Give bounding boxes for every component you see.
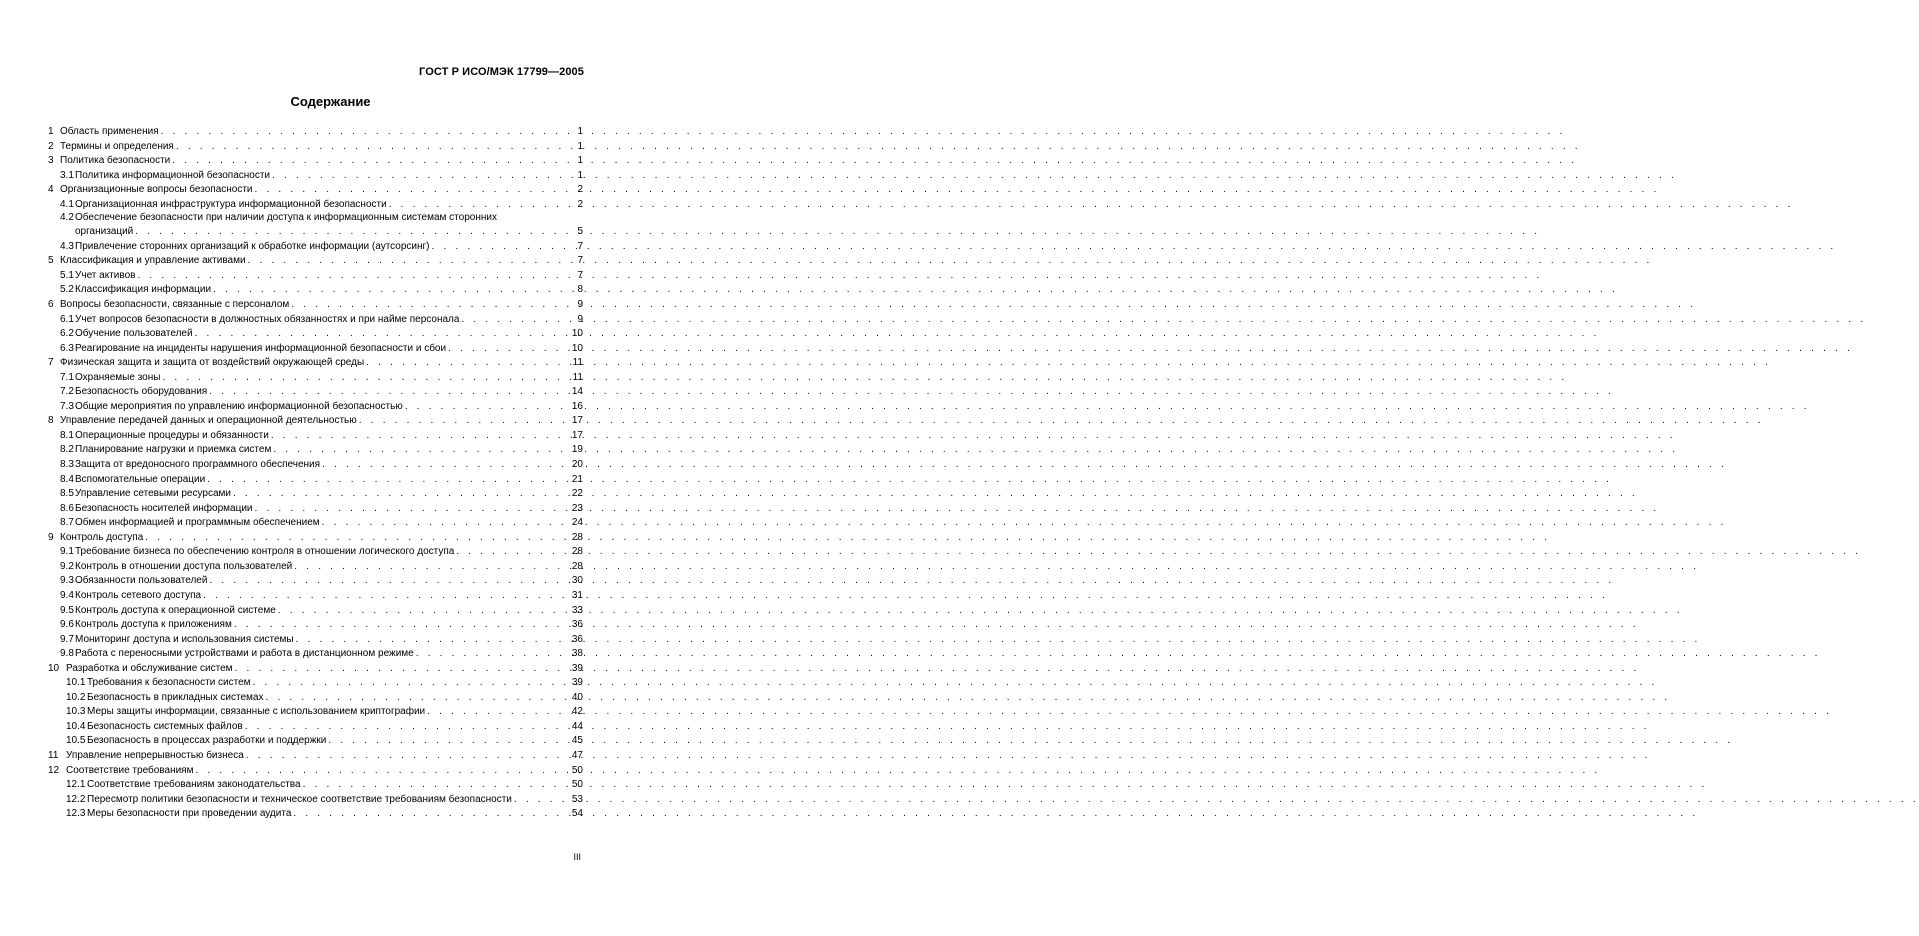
toc-entry-title: Политика информационной безопасности: [75, 169, 271, 181]
toc-leader-dots: [213, 283, 575, 298]
toc-entry-title: Контроль сетевого доступа: [75, 589, 202, 601]
toc-leader-dots: [234, 618, 570, 633]
toc-leader-dots: [161, 125, 576, 140]
toc-entry[interactable]: [48, 502, 583, 517]
toc-leader-dots: [293, 807, 569, 822]
toc-entry-page: 11: [572, 371, 583, 383]
toc-entry-page: 21: [571, 473, 583, 485]
toc-entry[interactable]: [48, 240, 583, 255]
toc-entry-number: 8.4: [60, 473, 74, 485]
toc-entry-number: 6.3: [60, 342, 74, 354]
toc-entry-page: 20: [571, 459, 583, 471]
toc-entry-number: 7.2: [60, 386, 74, 398]
toc-entry-page: 2: [577, 198, 583, 210]
toc-entry-page: 5: [577, 226, 583, 238]
toc-entry-title: Вспомогательные операции: [75, 473, 206, 485]
toc-entry-title: Обязанности пользователей: [75, 575, 208, 587]
toc-entry-page: 7: [577, 269, 583, 281]
toc-entry-title: Управление непрерывностью бизнеса: [66, 749, 244, 761]
toc-entry-number: 10.3: [66, 706, 86, 718]
toc-leader-dots: [233, 487, 570, 502]
toc-leader-dots: [246, 749, 570, 764]
toc-entry-number: 9.8: [60, 648, 74, 660]
toc-entry-page: 7: [577, 240, 583, 252]
toc-entry[interactable]: [48, 429, 583, 444]
toc-title: Содержание: [290, 94, 371, 109]
toc-entry-page: 36: [571, 633, 583, 645]
toc-entry-number: 10.1: [66, 677, 86, 689]
toc-entry-page: 1: [577, 155, 583, 167]
toc-entry-page: 30: [571, 575, 583, 587]
toc-entry-title: организаций: [75, 226, 134, 238]
toc-entry-title: Безопасность оборудования: [75, 386, 208, 398]
toc-entry-title: Операционные процедуры и обязанности: [75, 429, 269, 441]
toc-entry[interactable]: [48, 169, 583, 184]
toc-entry-number: 10.2: [66, 691, 86, 703]
toc-entry-page: 38: [571, 648, 583, 660]
toc-leader-dots: [245, 720, 570, 735]
toc-entry-title: Управление передачей данных и операционной деятельностью: [60, 415, 357, 427]
toc-entry-page: 1: [577, 140, 583, 152]
toc-entry-number: 1: [48, 126, 54, 137]
toc-entry-page: 23: [571, 502, 583, 514]
toc-entry-page: 50: [571, 764, 583, 776]
toc-entry-title: Привлечение сторонних организаций к обработке информации (аутсорсинг): [75, 240, 430, 252]
toc-entry-title: Классификация информации: [75, 284, 212, 296]
toc-entry[interactable]: [48, 749, 583, 764]
toc-entry-page: 36: [571, 619, 583, 631]
toc-entry-title: Область применения: [60, 126, 159, 137]
toc-entry[interactable]: [48, 414, 583, 429]
toc-entry-title: Политика безопасности: [60, 155, 171, 167]
toc-leader-dots: [322, 458, 570, 473]
toc-entry[interactable]: [48, 298, 583, 313]
toc-entry[interactable]: [48, 662, 583, 677]
toc-leader-dots: [273, 443, 570, 458]
toc-entry-page: 50: [571, 779, 583, 791]
toc-entry-page: 44: [571, 720, 583, 732]
toc-leader-dots: [209, 574, 569, 589]
toc-entry-title: Безопасность носителей информации: [75, 502, 253, 514]
toc-entry-number: 12.1: [66, 779, 86, 791]
toc-entry-page: 22: [571, 488, 583, 500]
toc-entry-page: 28: [571, 531, 583, 543]
toc-leader-dots: [278, 604, 570, 619]
toc-entry-title: Контроль в отношении доступа пользователей: [75, 560, 293, 572]
toc-entry-title: Контроль доступа к приложениям: [75, 619, 232, 631]
toc-entry[interactable]: [48, 342, 583, 357]
toc-entry-number: 9.1: [60, 546, 74, 558]
toc-entry-page: 54: [571, 808, 583, 820]
toc-entry-page: 10: [571, 328, 583, 340]
toc-entry[interactable]: [48, 283, 583, 298]
toc-entry-page: 19: [571, 444, 583, 456]
toc-leader-dots: [405, 400, 570, 415]
toc-entry[interactable]: [48, 633, 583, 648]
toc-entry-page: 47: [571, 749, 583, 761]
toc-entry-title: Вопросы безопасности, связанные с персоналом: [60, 299, 290, 311]
toc-leader-dots: [172, 154, 575, 169]
toc-entry-title: Соответствие требованиям: [66, 764, 194, 776]
toc-leader-dots: [135, 225, 575, 240]
toc-entry-page: 1: [577, 126, 583, 137]
toc-entry[interactable]: [48, 487, 583, 502]
toc-entry-title: Защита от вредоносного программного обеспечения: [75, 459, 321, 471]
toc-entry-title: Контроль доступа: [60, 531, 144, 543]
toc-entry-number: 9.5: [60, 604, 74, 616]
toc-entry-title: Меры защиты информации, связанные с использованием криптографии: [87, 706, 426, 718]
toc-entry-title: Обучение пользователей: [75, 328, 193, 340]
standard-code-header: ГОСТ Р ИСО/МЭК 17799—2005: [419, 66, 584, 78]
toc-entry-title: Обеспечение безопасности при наличии доступа к информационным системам сторонних: [75, 211, 497, 223]
toc-entry-number: 6: [48, 299, 54, 311]
toc-entry-title: Планирование нагрузки и приемка систем: [75, 444, 272, 456]
toc-entry-title: Требования к безопасности систем: [87, 677, 251, 689]
toc-entry-title: Меры безопасности при проведении аудита: [87, 808, 292, 820]
toc-entry-page: 53: [571, 793, 583, 805]
toc-leader-dots: [195, 764, 569, 779]
toc-leader-dots: [359, 414, 570, 429]
toc-leader-dots: [209, 385, 570, 400]
toc-leader-dots: [294, 560, 570, 575]
toc-entry-page: 2: [577, 184, 583, 196]
toc-leader-dots: [296, 633, 570, 648]
toc-entry[interactable]: [48, 516, 583, 531]
toc-entry[interactable]: [48, 778, 583, 793]
toc-entry-number: 5.2: [60, 284, 74, 296]
toc-leader-dots: [137, 269, 575, 284]
toc-entry[interactable]: [48, 647, 583, 662]
toc-entry-number: 5: [48, 255, 54, 267]
toc-entry[interactable]: [48, 618, 583, 633]
toc-leader-dots: [271, 429, 570, 444]
toc-entry[interactable]: [48, 734, 583, 749]
toc-entry-number: 10: [48, 662, 60, 674]
toc-entry-title: Соответствие требованиям законодательства: [87, 779, 301, 791]
toc-entry[interactable]: [48, 458, 583, 473]
toc-entry-number: 12: [48, 764, 60, 776]
toc-entry-number: 9: [48, 531, 54, 543]
toc-leader-dots: [432, 240, 576, 255]
toc-entry-number: 9.7: [60, 633, 74, 645]
toc-leader-dots: [145, 531, 570, 546]
toc-entry-page: 17: [571, 429, 583, 441]
toc-entry-number: 8.5: [60, 488, 74, 500]
toc-entry-number: 7.3: [60, 400, 74, 412]
toc-leader-dots: [235, 662, 570, 677]
toc-entry-number: 4.3: [60, 240, 74, 252]
toc-entry-number: 9.3: [60, 575, 74, 587]
toc-leader-dots: [207, 473, 570, 488]
toc-entry[interactable]: [48, 604, 583, 619]
toc-entry-number: 8.2: [60, 444, 74, 456]
toc-entry-number: 10.5: [66, 735, 86, 747]
toc-entry-page: 14: [571, 386, 583, 398]
toc-entry[interactable]: [48, 574, 583, 589]
toc-entry-number: 3.1: [60, 169, 74, 181]
toc-leader-dots: [461, 313, 575, 328]
toc-entry-number: 7.1: [60, 371, 74, 383]
toc-entry-page: 16: [571, 400, 583, 412]
toc-entry-title: Безопасность в процессах разработки и поддержки: [87, 735, 327, 747]
toc-entry[interactable]: [48, 676, 583, 691]
toc-entry-page: 7: [577, 255, 583, 267]
toc-entry[interactable]: [48, 125, 583, 140]
toc-entry-number: 9.4: [60, 589, 74, 601]
toc-entry[interactable]: [48, 691, 583, 706]
toc-leader-dots: [255, 502, 570, 517]
toc-entry-title: Требование бизнеса по обеспечению контроля в отношении логического доступа: [75, 546, 455, 558]
toc-entry-page: 28: [571, 546, 583, 558]
toc-leader-dots: [265, 691, 569, 706]
toc-entry[interactable]: [48, 154, 583, 169]
toc-entry[interactable]: [48, 545, 583, 560]
toc-leader-dots: [514, 793, 570, 808]
toc-leader-dots: [162, 371, 570, 386]
toc-entry-title: Классификация и управление активами: [60, 255, 246, 267]
toc-leader-dots: [427, 705, 570, 720]
toc-entry[interactable]: [48, 356, 583, 371]
toc-leader-dots: [448, 342, 570, 357]
toc-entry[interactable]: [48, 807, 583, 822]
toc-entry[interactable]: [48, 443, 583, 458]
toc-entry[interactable]: [48, 705, 583, 720]
toc-entry-number: 2: [48, 140, 54, 152]
toc-entry-page: 31: [571, 589, 583, 601]
toc-entry[interactable]: [48, 269, 583, 284]
toc-entry-title: Термины и определения: [60, 140, 174, 152]
toc-entry-number: 8: [48, 415, 54, 427]
toc-entry-page: 11: [572, 357, 583, 369]
toc-leader-dots: [291, 298, 575, 313]
toc-entry[interactable]: [48, 212, 583, 225]
toc-leader-dots: [303, 778, 570, 793]
toc-leader-dots: [328, 734, 569, 749]
toc-leader-dots: [253, 676, 570, 691]
toc-entry[interactable]: [48, 589, 583, 604]
toc-entry-number: 12.3: [66, 808, 86, 820]
toc-entry[interactable]: [48, 720, 583, 735]
toc-entry-number: 11: [48, 749, 59, 761]
toc-entry-page: 8: [577, 284, 583, 296]
toc-entry[interactable]: [48, 793, 583, 808]
toc-entry-page: 40: [571, 691, 583, 703]
toc-entry-page: 10: [571, 342, 583, 354]
toc-entry-title: Учет вопросов безопасности в должностных обязанностях и при найме персонала: [75, 313, 460, 325]
toc-entry-number: 8.1: [60, 429, 74, 441]
toc-leader-dots: [176, 140, 576, 155]
toc-entry[interactable]: [48, 313, 583, 328]
toc-entry-number: 8.6: [60, 502, 74, 514]
toc-entry[interactable]: [48, 560, 583, 575]
toc-entry-number: 8.3: [60, 459, 74, 471]
toc-entry-page: 33: [571, 604, 583, 616]
toc-entry-title: Мониторинг доступа и использования системы: [75, 633, 294, 645]
toc-leader-dots: [366, 356, 570, 371]
toc-entry-title: Пересмотр политики безопасности и техническое соответствие требованиям безопасности: [87, 793, 512, 805]
toc-entry-page: 39: [571, 662, 583, 674]
toc-entry-number: 4.1: [60, 198, 74, 210]
toc-entry[interactable]: [48, 183, 583, 198]
toc-entry-page: 1: [577, 169, 583, 181]
toc-entry-page: 42: [571, 706, 583, 718]
toc-entry-title: Управление сетевыми ресурсами: [75, 488, 231, 500]
toc-entry[interactable]: [48, 327, 583, 342]
toc-entry-page: 28: [571, 560, 583, 572]
toc-entry-title: Работа с переносными устройствами и работа в дистанционном режиме: [75, 648, 414, 660]
toc-entry-title: Общие мероприятия по управлению информационной безопасностью: [75, 400, 403, 412]
toc-entry-title: Учет активов: [75, 269, 136, 281]
toc-entry-number: 9.2: [60, 560, 74, 572]
toc-entry-page: 24: [571, 517, 583, 529]
toc-leader-dots: [272, 169, 575, 184]
toc-entry-title: Безопасность в прикладных системах: [87, 691, 264, 703]
toc-leader-dots: [203, 589, 570, 604]
toc-entry[interactable]: [48, 385, 583, 400]
toc-entry-title: Организационная инфраструктура информационной безопасности: [75, 198, 387, 210]
toc-entry-page: 9: [577, 299, 583, 311]
toc-entry[interactable]: [48, 400, 583, 415]
toc-entry-title: Реагирование на инциденты нарушения информационной безопасности и сбои: [75, 342, 447, 354]
toc-entry[interactable]: [48, 371, 583, 386]
toc-entry-page: 39: [571, 677, 583, 689]
toc-entry-number: 10.4: [66, 720, 86, 732]
page-number: III: [573, 852, 581, 862]
toc-entry-page: 17: [571, 415, 583, 427]
toc-entry-continuation[interactable]: [48, 225, 583, 240]
toc-entry-page: 9: [577, 313, 583, 325]
toc-leader-dots: [416, 647, 570, 662]
toc-entry-title: Организационные вопросы безопасности: [60, 184, 253, 196]
toc-entry-title: Физическая защита и защита от воздействий окружающей среды: [60, 357, 365, 369]
toc-entry-number: 3: [48, 155, 54, 167]
toc-leader-dots: [456, 545, 570, 560]
toc-entry[interactable]: [48, 764, 583, 779]
toc-entry-page: 45: [571, 735, 583, 747]
toc-entry-number: 7: [48, 357, 54, 369]
toc-leader-dots: [255, 183, 576, 198]
toc-leader-dots: [322, 516, 570, 531]
toc-leader-dots: [248, 254, 576, 269]
toc-entry-number: 6.1: [60, 313, 74, 325]
toc-entry-title: Безопасность системных файлов: [87, 720, 243, 732]
toc-entry-title: Обмен информацией и программным обеспечением: [75, 517, 320, 529]
toc-entry-number: 4: [48, 184, 54, 196]
toc-entry-number: 5.1: [60, 269, 74, 281]
toc-entry[interactable]: [48, 473, 583, 488]
toc-entry-title: Контроль доступа к операционной системе: [75, 604, 276, 616]
toc-entry-number: 12.2: [66, 793, 86, 805]
toc-entry-title: Охраняемые зоны: [75, 371, 161, 383]
toc-leader-dots: [195, 327, 570, 342]
toc-entry-title: Разработка и обслуживание систем: [66, 662, 233, 674]
toc-entry-number: 6.2: [60, 328, 74, 340]
toc-entry[interactable]: [48, 140, 583, 155]
toc-entry-number: 8.7: [60, 517, 74, 529]
toc-entry-number: 9.6: [60, 619, 74, 631]
toc-entry[interactable]: [48, 254, 583, 269]
toc-entry[interactable]: [48, 531, 583, 546]
toc-entry-number: 4.2: [60, 211, 74, 223]
table-of-contents: [48, 125, 583, 822]
